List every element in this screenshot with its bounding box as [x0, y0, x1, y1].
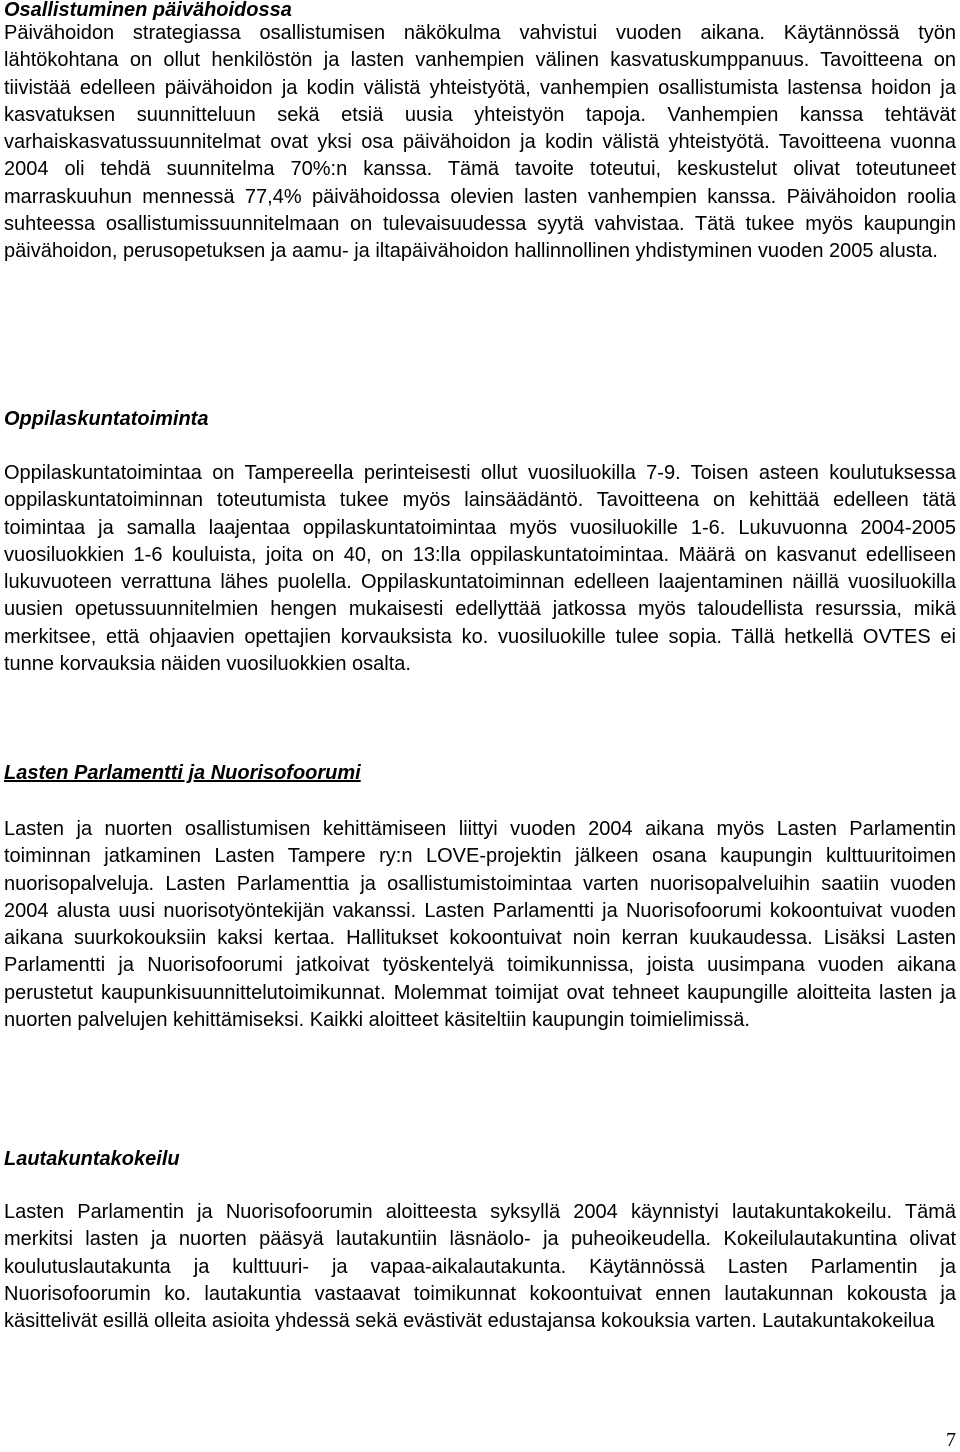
section-paragraph-osallistuminen: Päivähoidon strategiassa osallistumisen näkökulma vahvistui vuoden aikana. Käytännössä työn lähtökohtana on ollut henkilöstön ja lasten vanhempien välinen kasvatuskumppanuus. Tavoitteena on tiivistää edelleen päivähoidon ja kodin välistä yhteistyötä, vanhempien osallistumista lastensa hoidon ja kasvatuksen suunnitteluun sekä etsiä uusia yhteistyön tapoja. Vanhempien kanssa tehtävät varhaiskasvatussuunnitelmat ovat yksi osa päivähoidon ja kodin välistä yhteistyötä. Tavoitteena vuonna 2004 oli tehdä suunnitelma 70%:n kanssa. Tämä tavoite toteutui, keskustelut olivat toteutuneet marraskuuhun mennessä 77,4% päivähoidossa olevien lasten vanhempien kanssa. Päivähoidon roolia suhteessa osallistumissuunnitelmaan on tulevaisuudessa syytä vahvistaa. Tätä tukee myös kaupungin päivähoidon, perusopetuksen ja aamu- ja iltapäivähoidon hallinnollinen yhdistyminen vuoden 2005 alusta.	[4, 22, 956, 263]
page-number: 7	[946, 1429, 956, 1451]
section-heading-lautakuntakokeilu: Lautakuntakokeilu	[4, 1148, 180, 1170]
section-heading-oppilaskuntatoiminta: Oppilaskuntatoiminta	[4, 408, 209, 430]
section-heading-lasten-parlamentti: Lasten Parlamentti ja Nuorisofoorumi	[4, 762, 361, 784]
section-paragraph-lasten-parlamentti: Lasten ja nuorten osallistumisen kehittämiseen liittyi vuoden 2004 aikana myös Lasten Parlamentin toiminnan jatkaminen Lasten Tampere ry:n LOVE-projektin jälkeen osana kaupungin kulttuuritoimen nuorisopalveluja. Lasten Parlamenttia ja osallistumistoimintaa varten nuorisopalveluihin saatiin vuoden 2004 alusta uusi nuorisotyöntekijän vakanssi. Lasten Parlamentti ja Nuorisofoorumi kokoontuivat vuoden aikana suurkokouksiin kaksi kertaa. Hallitukset kokoontuivat noin kerran kuukaudessa. Lisäksi Lasten Parlamentti ja Nuorisofoorumi jatkoivat työskentelyä toimikunnissa, joista uusimpana vuoden aikana perustetut kaupunkisuunnittelutoimikunnat. Molemmat toimijat ovat tehneet kaupungille aloitteita lasten ja nuorten palvelujen kehittämiseksi. Kaikki aloitteet käsiteltiin kaupungin toimielimissä.	[4, 818, 956, 1032]
section-paragraph-lautakuntakokeilu: Lasten Parlamentin ja Nuorisofoorumin aloitteesta syksyllä 2004 käynnistyi lautakuntakokeilu. Tämä merkitsi lasten ja nuorten pääsyä lautakuntiin läsnäolo- ja puheoikeudella. Kokeilulautakuntina olivat koulutuslautakunta ja kulttuuri- ja vapaa-aikalautakunta. Käytännössä Lasten Parlamentin ja Nuorisofoorumin ko. lautakuntia vastaavat toimikunnat kokoontuivat ennen lautakunnan kokousta ja käsittelivät esillä olleita asioita yhdessä sekä evästivät edustajansa kokouksia varten. Lautakuntakokeilua	[4, 1201, 956, 1333]
section-heading-osallistuminen: Osallistuminen päivähoidossa	[4, 0, 292, 21]
section-paragraph-oppilaskuntatoiminta: Oppilaskuntatoimintaa on Tampereella perinteisesti ollut vuosiluokilla 7-9. Toisen asteen koulutuksessa oppilaskuntatoiminnan toteutumista tukee myös lainsäädäntö. Tavoitteena on kehittää edelleen tätä toimintaa ja samalla laajentaa oppilaskuntatoimintaa myös vuosiluokille 1-6. Lukuvuonna 2004-2005 vuosiluokkien 1-6 kouluista, joita on 40, on 13:lla oppilaskuntatoimintaa. Määrä on kasvanut edelliseen lukuvuoteen verrattuna lähes puolella. Oppilaskuntatoiminnan edelleen laajentaminen näillä vuosiluokilla uusien opetussuunnitelmien hengen mukaisesti edellyttää jatkossa myös taloudellista resurssia, mikä merkitsee, että ohjaavien opettajien korvauksista ko. vuosiluokille tulee sopia. Tällä hetkellä OVTES ei tunne korvauksia näiden vuosiluokkien osalta.	[4, 462, 956, 676]
